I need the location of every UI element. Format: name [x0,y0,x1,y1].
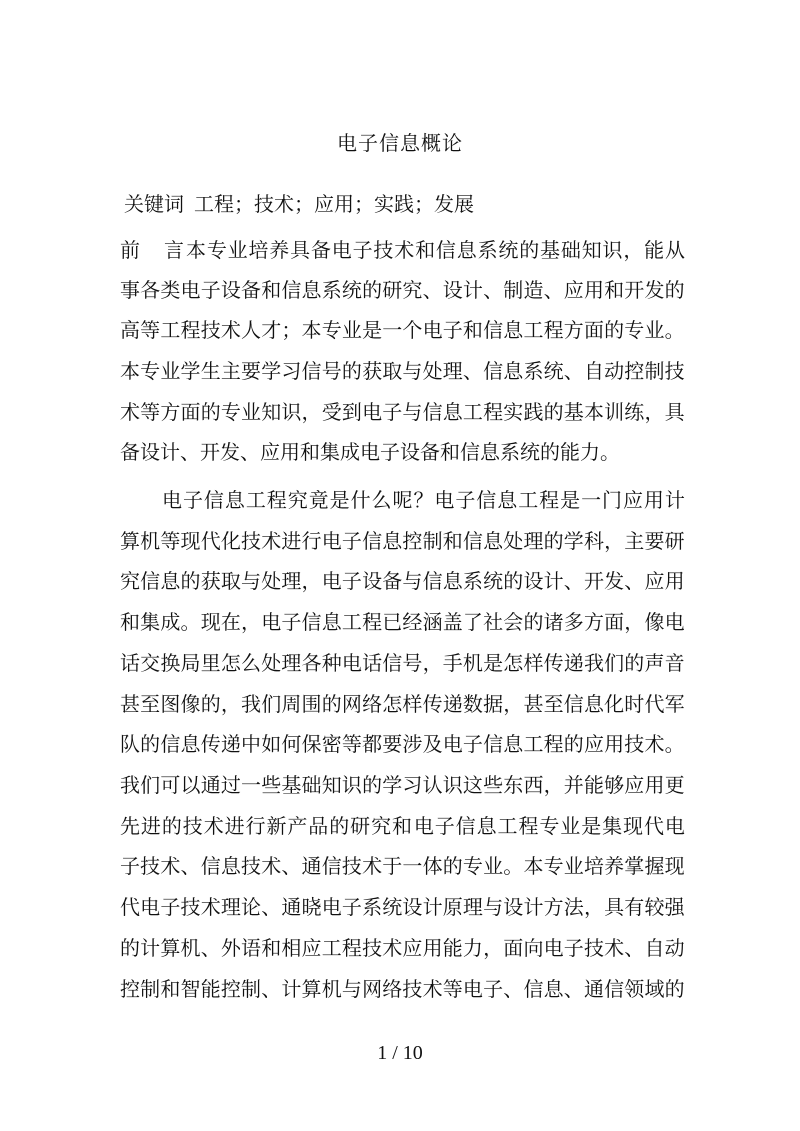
body-line: 的 计 算 机 、 外 语 和 相 应 工 程 技 术 应 用 能 力 ， 面 向 电 子 技 术 、 自 动 [120,936,685,960]
preface-line: 高 等 工 程 技 术 人 才 ； 本 专 业 是 一 个 电 子 和 信 息 工 程 方 面 的 专 业 。 [120,318,685,342]
body-line: 队 的 信 息 传 递 中 如 何 保 密 等 都 要 涉 及 电 子 信 息 工 程 的 应 用 技 术 。 [120,732,685,756]
preface-line: 备设计、开发、应用和集成电子设备和信息系统的能力。 [120,440,620,464]
preface-line: 本 专 业 学 生 主 要 学 习 信 号 的 获 取 与 处 理 、 信 息 系 统 、 自 动 控 制 技 [120,359,685,383]
keywords-text: 工程；技术；应用；实践；发展 [194,192,474,216]
body-line: 话 交 换 局 里 怎 么 处 理 各 种 电 话 信 号 ， 手 机 是 怎 样 传 递 我 们 的 声 音 [120,651,685,675]
preface-line [120,234,685,263]
preface-line: 术 等 方 面 的 专 业 知 识 ， 受 到 电 子 与 信 息 工 程 实 践 的 基 本 训 练 ， 具 [120,400,685,424]
preface-label [120,234,186,263]
body-line: 究 信 息 的 获 取 与 处 理 ， 电 子 设 备 与 信 息 系 统 的 设 计 、 开 发 、 应 用 [120,569,685,593]
preface-line: 事 各 类 电 子 设 备 和 信 息 系 统 的 研 究 、 设 计 、 制 造 、 应 用 和 开 发 的 [120,278,685,302]
body-line: 和 集 成 。 现 在 ， 电 子 信 息 工 程 已 经 涵 盖 了 社 会 的 诸 多 方 面 ， 像 电 [120,610,685,634]
body-line: 代 电 子 技 术 理 论 、 通 晓 电 子 系 统 设 计 原 理 与 设 计 方 法 ， 具 有 较 强 [120,895,685,919]
preface-label-char: 前 [120,238,140,262]
preface-label-char: 言 [164,238,184,262]
body-line: 先 进 的 技 术 进 行 新 产 品 的 研 究 和 电 子 信 息 工 程 专 业 是 集 现 代 电 [120,814,685,838]
keywords-label: 关键词 [124,192,184,216]
body-line: 控 制 和 智 能 控 制 、 计 算 机 与 网 络 技 术 等 电 子 、 信 息 、 通 信 领 域 的 [120,977,685,1001]
keywords-line [124,188,474,217]
body-line: 甚 至 图 像 的 ， 我 们 周 围 的 网 络 怎 样 传 递 数 据 ， 甚 至 信 息 化 时 代 军 [120,692,685,716]
body-line: 子 技 术 、 信 息 技 术 、 通 信 技 术 于 一 体 的 专 业 。 本 专 业 培 养 掌 握 现 [120,854,685,878]
body-line: 算 机 等 现 代 化 技 术 进 行 电 子 信 息 控 制 和 信 息 处 理 的 学 科 ， 主 要 研 [120,529,685,553]
document-title: 电子信息概论 [337,131,463,155]
page-indicator: 1 / 10 [377,1042,423,1064]
body-line: 电 子 信 息 工 程 究 竟 是 什 么 呢 ？ 电 子 信 息 工 程 是 一 门 应 用 计 [162,488,685,512]
body-line: 我 们 可 以 通 过 一 些 基 础 知 识 的 学 习 认 识 这 些 东 西 ， 并 能 够 应 用 更 [120,773,685,797]
preface-line-text: 本专业培养具备电子技术和信息系统的基础知识，能从 [186,238,685,262]
